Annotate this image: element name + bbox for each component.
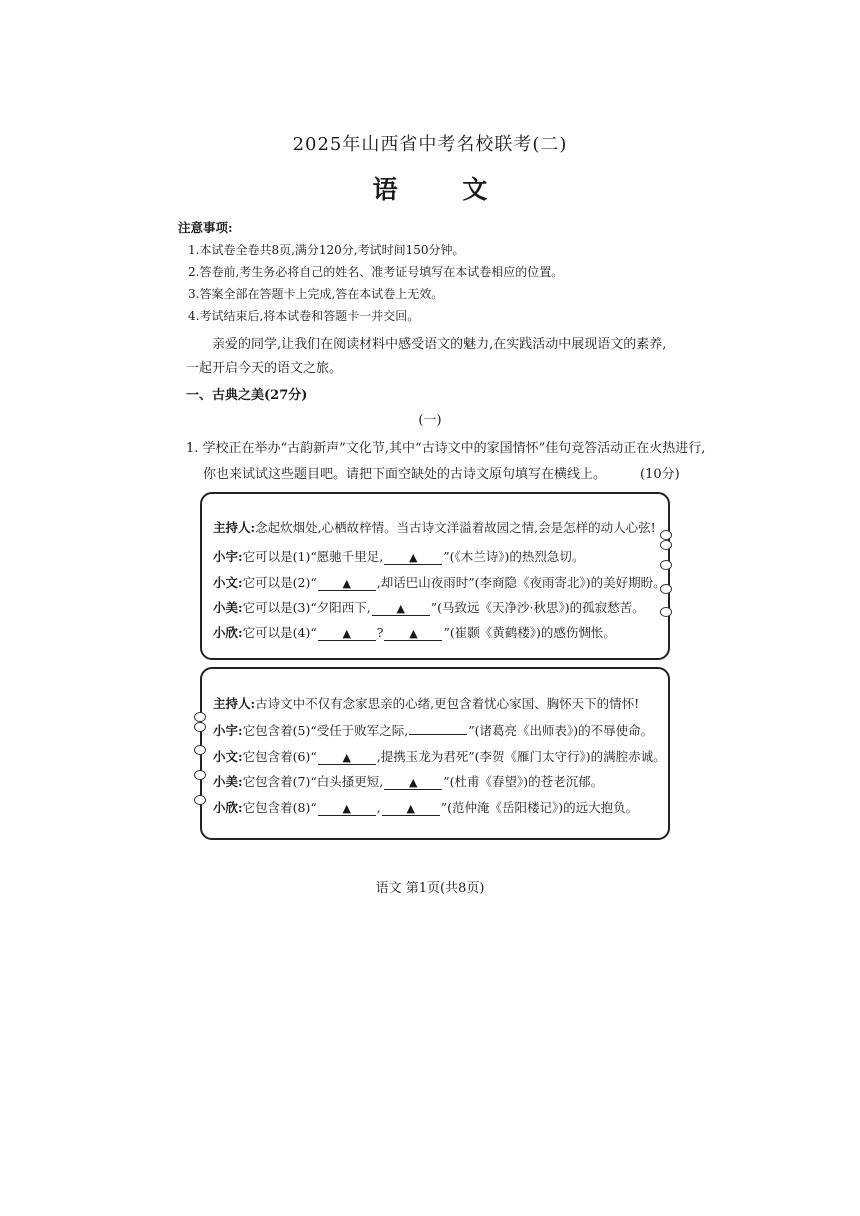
answer-blank-5[interactable] (409, 734, 467, 735)
ring-decoration (660, 560, 672, 570)
subject-title: 语 文 (372, 175, 516, 204)
answer-blank-7[interactable]: ▲ (384, 776, 442, 790)
dialogue-line-7 (213, 772, 603, 790)
answer-blank-6[interactable]: ▲ (318, 751, 376, 765)
ring-decoration (194, 712, 206, 722)
line-text: , (376, 800, 381, 815)
dialogue-line-8 (213, 798, 638, 816)
line-text: 它可以是(2)“ (242, 575, 317, 590)
answer-blank-3[interactable]: ▲ (372, 602, 430, 616)
speaker-label: 主持人: (213, 520, 256, 535)
answer-blank-1[interactable]: ▲ (384, 551, 442, 565)
speaker-label: 小文: (213, 749, 243, 764)
line-text: 它可以是(1)“愿驰千里足, (242, 549, 384, 564)
dialogue-line-1 (213, 547, 584, 565)
speaker-label: 小欣: (213, 625, 243, 640)
line-text: ”(马致远《天净沙·秋思》)的孤寂愁苦。 (430, 600, 645, 615)
answer-blank-8a[interactable]: ▲ (318, 802, 376, 816)
notes-heading: 注意事项: (178, 220, 233, 235)
ring-decoration (660, 530, 672, 540)
intro-line-2: 一起开启今天的语文之旅。 (186, 361, 343, 376)
answer-blank-2[interactable]: ▲ (318, 577, 376, 591)
line-text: ,却话巴山夜雨时”(李商隐《夜雨寄北》)的美好期盼。 (376, 575, 666, 590)
speaker-label: 小美: (213, 600, 243, 615)
line-text: ”(杜甫《春望》)的苍老沉郁。 (443, 774, 604, 789)
speaker-label: 小欣: (213, 800, 243, 815)
dialogue-line-5 (213, 721, 653, 739)
line-text: ? (376, 625, 384, 640)
line-text: ”(诸葛亮《出师表》)的不辱使命。 (468, 723, 654, 738)
line-text: 它可以是(3)“夕阳西下, (242, 600, 371, 615)
speaker-label: 主持人: (213, 696, 256, 711)
ring-decoration (660, 540, 672, 550)
line-text: ”(崔颢《黄鹤楼》)的感伤惆怅。 (443, 625, 616, 640)
note-item: 2.答卷前,考生务必将自己的姓名、准考证号填写在本试卷相应的位置。 (188, 265, 564, 279)
answer-blank-8b[interactable]: ▲ (382, 802, 440, 816)
host-text: 念起炊烟处,心栖故梓情。当古诗文洋溢着故园之情,会是怎样的动人心弦! (255, 520, 656, 535)
host-line-1 (213, 518, 656, 536)
note-item: 3.答案全部在答题卡上完成,答在本试卷上无效。 (188, 287, 444, 301)
note-item: 4.考试结束后,将本试卷和答题卡一并交回。 (188, 309, 420, 323)
question-1-line-1: 1. 学校正在举办“古韵新声”文化节,其中“古诗文中的家国情怀”佳句竞答活动正在火热进行, (186, 441, 706, 456)
question-1-line-2: 你也来试试这些题目吧。请把下面空缺处的古诗文原句填写在横线上。 (203, 467, 607, 482)
line-text: 它包含着(8)“ (242, 800, 317, 815)
sub-section-heading: (一) (418, 413, 442, 428)
exam-title: 2025年山西省中考名校联考(二) (292, 134, 568, 155)
line-text: 它包含着(7)“白头搔更短, (242, 774, 384, 789)
line-text: 它包含着(5)“受任于败军之际, (242, 723, 409, 738)
line-text: ”(范仲淹《岳阳楼记》)的远大抱负。 (440, 800, 639, 815)
dialogue-line-6 (213, 747, 666, 765)
speaker-label: 小宇: (213, 549, 243, 564)
dialogue-line-4 (213, 623, 616, 641)
answer-blank-4b[interactable]: ▲ (384, 627, 442, 641)
section-heading: 一、古典之美(27分) (186, 388, 308, 403)
answer-blank-4a[interactable]: ▲ (318, 627, 376, 641)
dialogue-line-3 (213, 598, 645, 616)
intro-line-1: 亲爱的同学,让我们在阅读材料中感受语文的魅力,在实践活动中展现语文的素养, (212, 337, 667, 352)
ring-decoration (660, 607, 672, 617)
speaker-label: 小宇: (213, 723, 243, 738)
ring-decoration (194, 770, 206, 780)
ring-decoration (194, 795, 206, 805)
ring-decoration (194, 745, 206, 755)
page-footer: 语文 第1页(共8页) (375, 881, 485, 896)
ring-decoration (194, 722, 206, 732)
speaker-label: 小美: (213, 774, 243, 789)
note-item: 1.本试卷全卷共8页,满分120分,考试时间150分钟。 (188, 243, 465, 257)
line-text: ,提携玉龙为君死”(李贺《雁门太守行》)的满腔赤诚。 (376, 749, 666, 764)
question-1-score: (10分) (640, 467, 680, 482)
dialogue-line-2 (213, 573, 666, 591)
host-text: 古诗文中不仅有念家思亲的心绪,更包含着忧心家国、胸怀天下的情怀! (255, 696, 640, 711)
line-text: 它可以是(4)“ (242, 625, 317, 640)
line-text: ”(《木兰诗》)的热烈急切。 (443, 549, 585, 564)
line-text: 它包含着(6)“ (242, 749, 317, 764)
host-line-2 (213, 694, 639, 712)
speaker-label: 小文: (213, 575, 243, 590)
